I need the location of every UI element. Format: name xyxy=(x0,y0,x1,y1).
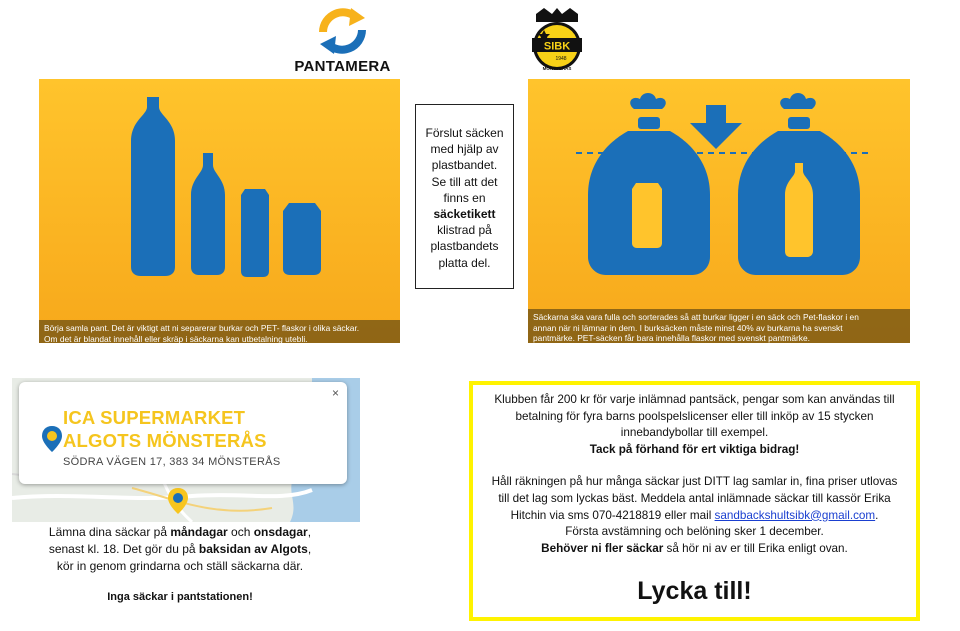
can-sack-icon xyxy=(588,93,710,275)
short-can-icon xyxy=(283,203,321,275)
large-bottle-icon xyxy=(131,97,175,276)
sort-sacks-caption: Säckarna ska vara fulla och sorterades så att burkar ligger i en säck och Pet-flaskor i en annan när ni lämnar in dem. I burksäcken måste minst 40% av burkarna ha svenskt pantmärke. PET-säcken får bara innehålla flaskor med svenskt pantmärke. xyxy=(528,309,910,343)
close-icon[interactable]: × xyxy=(331,386,339,400)
tall-can-icon xyxy=(241,189,269,277)
no-sacks-note: Inga säckar i pantstationen! xyxy=(107,591,253,603)
collect-pant-panel xyxy=(39,79,400,343)
store-address: SÖDRA VÄGEN 17, 383 34 MÖNSTERÅS xyxy=(63,456,281,468)
bag-label-term: säcketikett xyxy=(433,207,496,222)
pantamera-logo xyxy=(285,4,400,74)
thanks-line: Tack på förhand för ert viktiga bidrag! xyxy=(589,442,800,456)
club-info-box: Klubben får 200 kr för varje inlämnad pantsäck, pengar som kan användas till betalning för fyra barns poolspelslicenser eller till inköp av 15 stycken innebandybollar till exempel. Tack på förhand för ert viktiga bidrag! Håll räkningen på hur många säckar just DITT lag samlar in, fina priser utlovas till det lag som lyckas bäst. Meddela antal inlämnade säckar till kassör Erika Hitchin via sms 070-4218819 eller mail sandbackshultsibk@gmail.com. Första avstämning och belöning sker 1 december. Behöver ni fler säckar så hör ni av er till Erika enligt ovan. Lycka till! xyxy=(469,381,920,621)
sibk-town: MÖNSTERÅS xyxy=(542,66,572,71)
store-name: ICA SUPERMARKET ALGOTS MÖNSTERÅS xyxy=(63,407,267,451)
down-arrow-icon xyxy=(690,105,742,149)
small-bottle-icon xyxy=(191,153,225,275)
store-map[interactable] xyxy=(12,378,360,522)
sibk-letters: SIBK xyxy=(543,40,571,53)
store-info-card xyxy=(19,382,347,484)
bottles-and-cans-illustration xyxy=(39,79,400,320)
sorted-sacks-illustration xyxy=(528,79,910,309)
sort-sacks-panel xyxy=(528,79,910,343)
email-link[interactable]: sandbackshultsibk@gmail.com xyxy=(714,508,876,522)
recycle-arrows-icon xyxy=(285,4,400,58)
store-location-marker-icon[interactable] xyxy=(168,488,188,514)
bottle-sack-icon xyxy=(738,93,860,275)
good-luck-heading: Lycka till! xyxy=(637,577,752,606)
pantamera-wordmark: PANTAMERA xyxy=(294,58,391,75)
location-pin-icon xyxy=(42,426,62,452)
seal-bag-instructions: Förslut säcken med hjälp av plastbandet. Se till att det finns en säcketikett klistrad på plastbandets platta del. xyxy=(415,104,514,289)
collect-pant-caption: Börja samla pant. Det är viktigt att ni separerar burkar och PET- flaskor i olika säckar. Om det är blandat innehåll eller skräp i säckarna kan utbetalning utebli. xyxy=(39,320,400,343)
sibk-year: 1948 xyxy=(555,56,567,62)
sibk-logo xyxy=(528,8,586,72)
drop-off-instructions: Lämna dina säckar på måndagar och onsdagar, senast kl. 18. Det gör du på baksidan av Algots, kör in genom grindarna och ställ säckarna där. xyxy=(48,525,312,573)
